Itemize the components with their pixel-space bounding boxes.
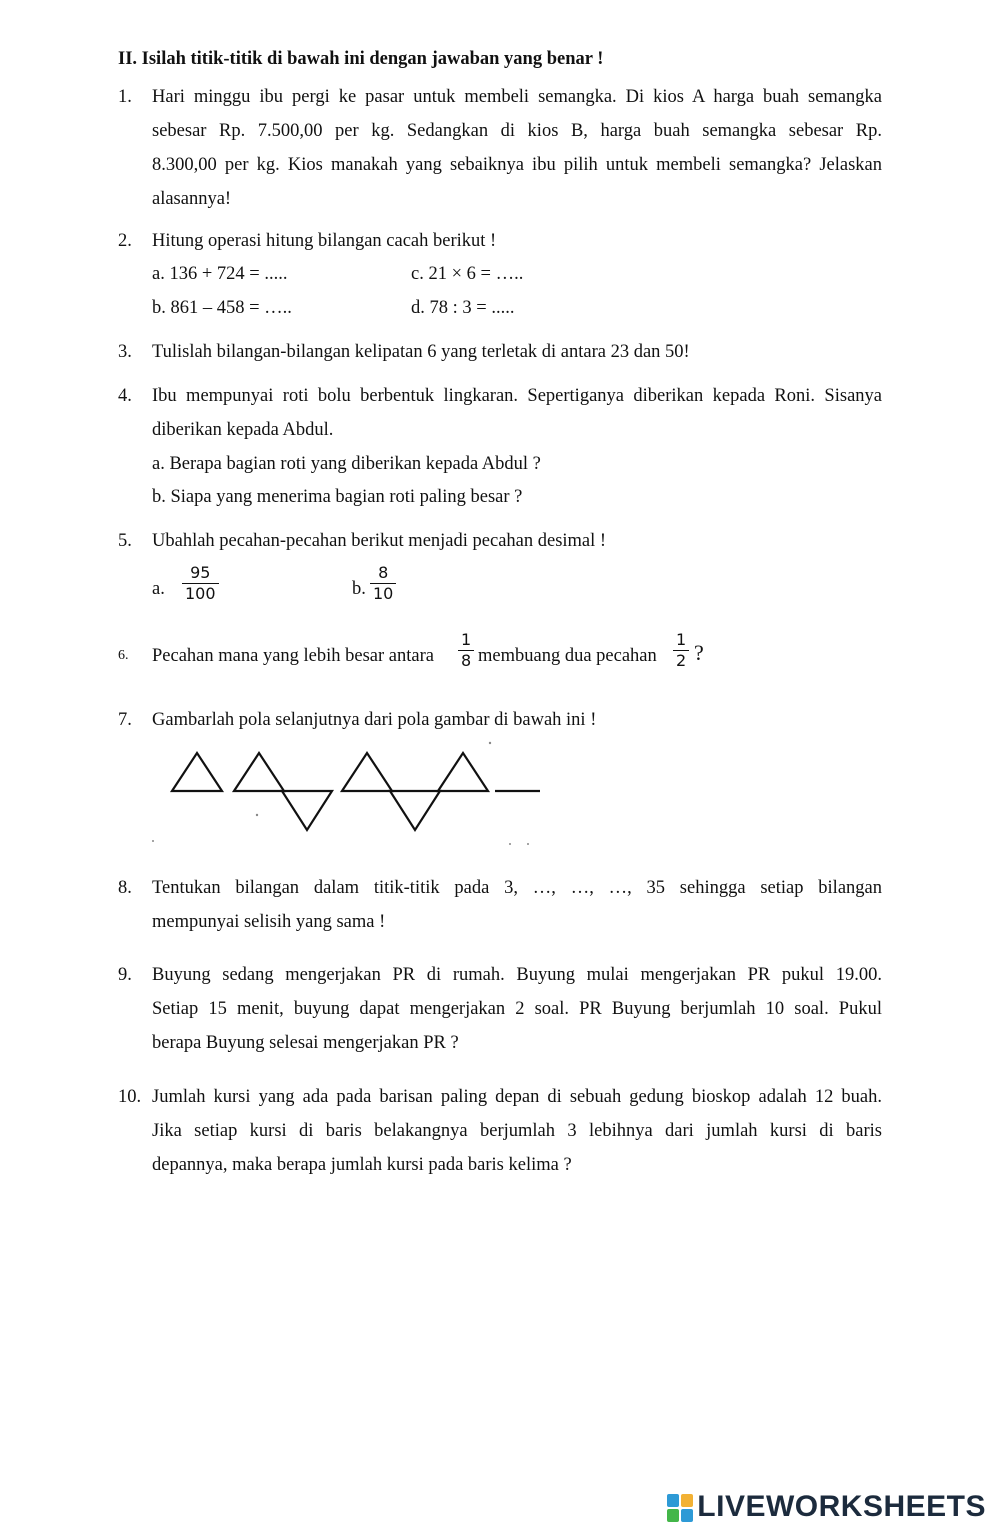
fraction-denominator: 100 (185, 584, 216, 603)
fraction-denominator: 8 (461, 651, 472, 670)
question-4-number: 4. (118, 386, 132, 406)
liveworksheets-brand-text: LIVEWORKSHEETS (697, 1490, 986, 1523)
fraction-denominator: 10 (373, 584, 394, 603)
question-1-line-4: alasannya! (152, 189, 232, 209)
liveworksheets-badge-icon (667, 1494, 693, 1522)
question-3-text: Tulislah bilangan-bilangan kelipatan 6 yang terletak di antara 23 dan 50! (152, 342, 690, 362)
question-1-line-3: 8.300,00 per kg. Kios manakah yang sebaiknya ibu pilih untuk membeli semangka? Jelaskan (152, 155, 882, 175)
question-4-line-2: diberikan kepada Abdul. (152, 420, 334, 440)
question-8-number: 8. (118, 878, 132, 898)
question-6-text-part-1: Pecahan mana yang lebih besar antara (152, 646, 434, 666)
question-6-text-part-3: ? (694, 640, 704, 665)
fraction-1-2 (673, 630, 689, 671)
question-7-number: 7. (118, 710, 132, 730)
question-9-line-2: Setiap 15 menit, buyung dapat mengerjakan 2 soal. PR Buyung berjumlah 10 soal. Pukul (152, 999, 882, 1019)
question-2-number: 2. (118, 231, 132, 251)
triangle-down-2 (390, 791, 440, 830)
question-6-text-part-2: membuang dua pecahan (478, 646, 657, 666)
fraction-numerator: 1 (458, 630, 474, 651)
question-5-item-a-label: a. (152, 579, 165, 599)
question-2-item-c: c. 21 × 6 = ….. (411, 264, 524, 284)
fraction-8-10 (370, 563, 396, 604)
question-2-item-d: d. 78 : 3 = ..... (411, 298, 515, 318)
triangle-up-2 (234, 753, 284, 791)
question-2-text: Hitung operasi hitung bilangan cacah berikut ! (152, 231, 497, 251)
question-6-number: 6. (118, 648, 129, 663)
page-title: II. Isilah titik-titik di bawah ini dengan jawaban yang benar ! (118, 49, 604, 69)
question-5-item-b-label: b. (352, 579, 366, 599)
question-10-text (152, 1080, 882, 1182)
triangle-up-4 (438, 753, 488, 791)
question-5-number: 5. (118, 531, 132, 551)
question-1-text (152, 80, 882, 216)
question-1-line-1: Hari minggu ibu pergi ke pasar untuk membeli semangka. Di kios A harga buah semangka (152, 87, 882, 107)
question-8-text (152, 871, 882, 939)
question-2-item-b: b. 861 – 458 = ….. (152, 298, 292, 318)
question-1-line-2: sebesar Rp. 7.500,00 per kg. Sedangkan di kios B, harga buah semangka sebesar Rp. (152, 121, 882, 141)
question-1-number: 1. (118, 87, 132, 107)
question-7-text: Gambarlah pola selanjutnya dari pola gambar di bawah ini ! (152, 710, 597, 730)
triangle-up-3 (342, 753, 392, 791)
question-4-item-a: a. Berapa bagian roti yang diberikan kepada Abdul ? (152, 454, 541, 474)
question-9-line-3: berapa Buyung selesai mengerjakan PR ? (152, 1033, 459, 1053)
question-2-item-a: a. 136 + 724 = ..... (152, 264, 288, 284)
fraction-numerator: 95 (182, 563, 219, 584)
question-4-text (152, 379, 882, 447)
fraction-numerator: 1 (673, 630, 689, 651)
question-8-line-1: Tentukan bilangan dalam titik-titik pada 3, …, …, …, 35 sehingga setiap bilangan (152, 878, 882, 898)
fraction-1-8 (458, 630, 474, 671)
liveworksheets-logo (667, 1490, 986, 1524)
question-8-line-2: mempunyai selisih yang sama ! (152, 912, 386, 932)
question-10-line-1: Jumlah kursi yang ada pada barisan paling depan di sebuah gedung bioskop adalah 12 buah. (152, 1087, 882, 1107)
question-10-line-3: depannya, maka berapa jumlah kursi pada baris kelima ? (152, 1155, 572, 1175)
question-10-line-2: Jika setiap kursi di baris belakangnya berjumlah 3 lebihnya dari jumlah kursi di baris (152, 1121, 882, 1141)
triangle-up-1 (172, 753, 222, 791)
triangle-down-1 (282, 791, 332, 830)
question-9-line-1: Buyung sedang mengerjakan PR di rumah. Buyung mulai mengerjakan PR pukul 19.00. (152, 965, 882, 985)
question-5-text: Ubahlah pecahan-pecahan berikut menjadi pecahan desimal ! (152, 531, 607, 551)
triangle-pattern-figure (150, 735, 550, 850)
question-4-item-b: b. Siapa yang menerima bagian roti paling besar ? (152, 487, 523, 507)
fraction-numerator: 8 (370, 563, 396, 584)
question-10-number: 10. (118, 1087, 142, 1107)
question-4-line-1: Ibu mempunyai roti bolu berbentuk lingkaran. Sepertiganya diberikan kepada Roni. Sisanya (152, 386, 882, 406)
question-3-number: 3. (118, 342, 132, 362)
fraction-95-100 (182, 563, 219, 604)
question-9-number: 9. (118, 965, 132, 985)
fraction-denominator: 2 (676, 651, 687, 670)
question-9-text (152, 958, 882, 1060)
